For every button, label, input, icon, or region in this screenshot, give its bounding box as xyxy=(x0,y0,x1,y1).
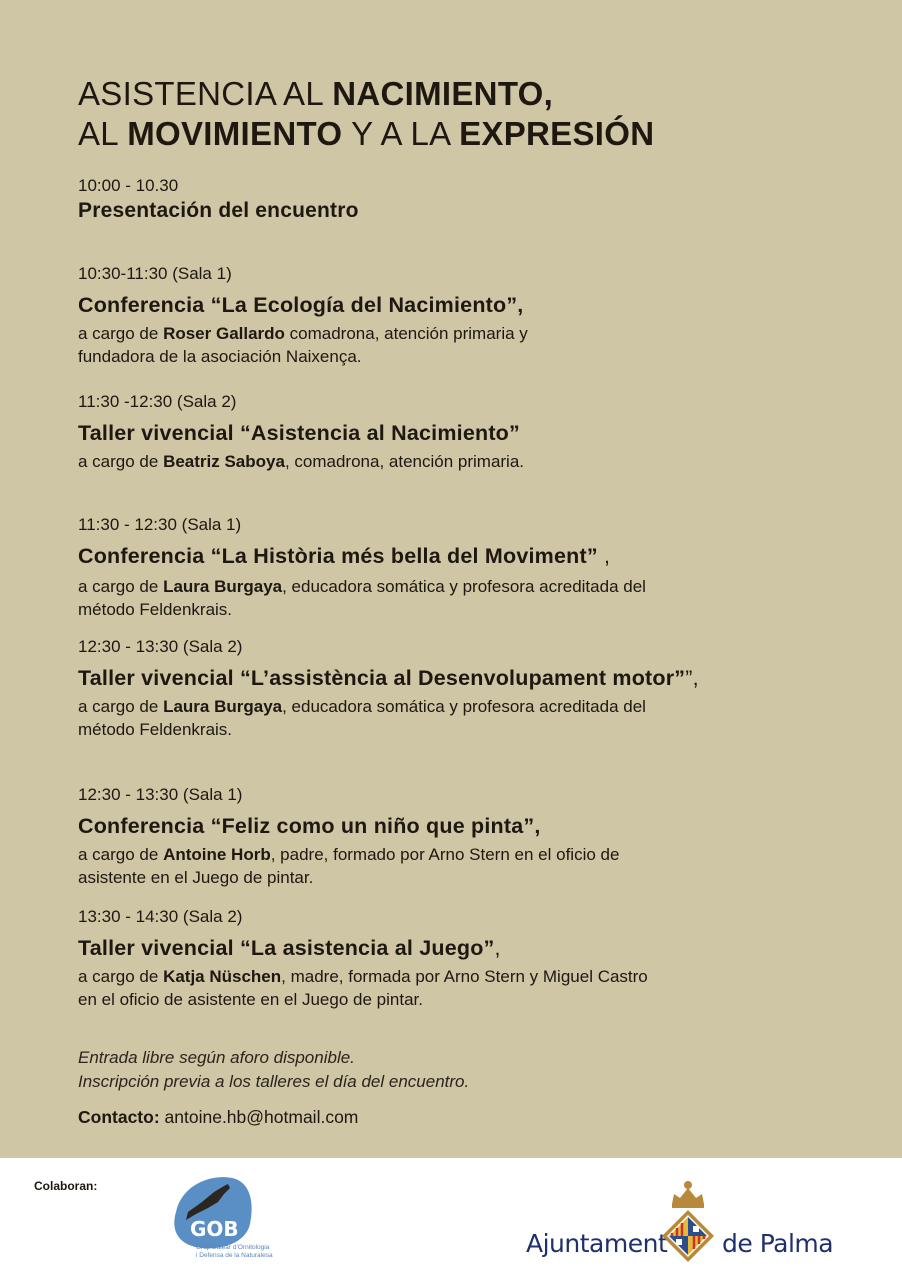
session-heading xyxy=(78,664,699,692)
note-registration: Inscripción previa a los talleres el día del encuentro. xyxy=(78,1072,470,1091)
session-heading-text: Taller vivencial “L’assistència al Desenvolupament motor” xyxy=(78,666,686,690)
gob-subtitle-line2: i Defensa de la Naturalesa xyxy=(196,1252,273,1259)
session-desc-line2: fundadora de la asociación Naixença. xyxy=(78,347,362,366)
desc-suffix: comadrona, atención primaria y xyxy=(284,324,528,343)
intro-block xyxy=(78,175,359,225)
session-heading xyxy=(78,934,648,962)
session-desc xyxy=(78,965,648,988)
session-heading-trail: , xyxy=(597,544,611,568)
session-item xyxy=(78,636,699,741)
gob-logo xyxy=(168,1172,278,1280)
session-heading xyxy=(78,419,524,447)
intro-time: 10:00 - 10.30 xyxy=(78,176,179,195)
contact-line xyxy=(78,1105,358,1129)
speaker-name: Beatriz Saboya xyxy=(163,452,285,471)
title-line2-regular-b: Y A LA xyxy=(342,115,460,152)
desc-suffix: , padre, formado por Arno Stern en el oficio de xyxy=(270,845,620,864)
session-item xyxy=(78,906,648,1011)
session-desc-line2: método Feldenkrais. xyxy=(78,720,233,739)
desc-prefix: a cargo de xyxy=(78,697,164,716)
contact-email-link[interactable]: antoine.hb@hotmail.com xyxy=(164,1107,359,1127)
session-item xyxy=(78,514,646,621)
session-heading-text: Taller vivencial “Asistencia al Nacimiento” xyxy=(78,421,520,445)
desc-suffix: , educadora somática y profesora acreditada del xyxy=(282,577,646,596)
desc-prefix: a cargo de xyxy=(78,967,164,986)
crown-icon xyxy=(672,1188,704,1204)
title-line2-regular-a: AL xyxy=(78,115,128,152)
title-line1-regular: ASISTENCIA AL xyxy=(78,75,333,112)
footer xyxy=(0,1158,902,1280)
collaborators-label: Colaboran: xyxy=(34,1179,98,1193)
session-heading-text: Taller vivencial “La asistencia al Juego” xyxy=(78,936,495,960)
desc-prefix: a cargo de xyxy=(78,324,164,343)
ajuntament-palma-logo xyxy=(526,1176,834,1266)
session-heading-text: Conferencia “Feliz como un niño que pinta”, xyxy=(78,814,541,838)
speaker-name: Laura Burgaya xyxy=(163,697,283,716)
title-line2-bold-a: MOVIMIENTO xyxy=(127,115,343,152)
desc-suffix: , educadora somática y profesora acreditada del xyxy=(282,697,646,716)
session-desc xyxy=(78,695,699,718)
session-desc-line2: método Feldenkrais. xyxy=(78,600,233,619)
gob-blob-icon xyxy=(168,1172,278,1280)
session-desc xyxy=(78,575,646,598)
desc-suffix: , madre, formada por Arno Stern y Miguel Castro xyxy=(281,967,648,986)
session-heading-text: Conferencia “La Ecología del Nacimiento”, xyxy=(78,293,524,317)
session-item xyxy=(78,391,524,473)
gob-subtitle-line1: Grup Balear d’Ornitologia xyxy=(196,1244,270,1251)
ajuntament-text-left: Ajuntament xyxy=(526,1229,668,1258)
session-time: 12:30 - 13:30 (Sala 2) xyxy=(78,637,243,656)
ajuntament-text-right: de Palma xyxy=(722,1229,834,1258)
speaker-name: Roser Gallardo xyxy=(163,324,285,343)
gob-logo-text: GOB xyxy=(190,1217,239,1241)
note-entry-free: Entrada libre según aforo disponible. xyxy=(78,1048,355,1067)
page-title xyxy=(78,74,654,154)
session-heading xyxy=(78,291,528,319)
session-desc xyxy=(78,322,528,345)
session-time: 11:30 -12:30 (Sala 2) xyxy=(78,392,237,411)
session-time: 13:30 - 14:30 (Sala 2) xyxy=(78,907,243,926)
session-heading-trail: ”, xyxy=(685,666,699,690)
notes-block xyxy=(78,1046,469,1094)
session-heading-trail: , xyxy=(494,936,501,960)
session-desc-line2: en el oficio de asistente en el Juego de pintar. xyxy=(78,990,423,1009)
gob-subtitle xyxy=(196,1244,273,1260)
desc-suffix: , comadrona, atención primaria. xyxy=(284,452,525,471)
session-time: 10:30-11:30 (Sala 1) xyxy=(78,264,232,283)
session-heading-text: Conferencia “La Història més bella del Moviment” xyxy=(78,544,598,568)
desc-prefix: a cargo de xyxy=(78,845,164,864)
desc-prefix: a cargo de xyxy=(78,452,164,471)
session-desc-line2: asistente en el Juego de pintar. xyxy=(78,868,314,887)
intro-heading: Presentación del encuentro xyxy=(78,199,359,222)
speaker-name: Katja Nüschen xyxy=(163,967,282,986)
speaker-name: Laura Burgaya xyxy=(163,577,283,596)
title-line2-bold-b: EXPRESIÓN xyxy=(459,115,655,152)
coat-of-arms-icon xyxy=(658,1178,718,1266)
session-time: 12:30 - 13:30 (Sala 1) xyxy=(78,785,243,804)
session-item xyxy=(78,263,528,368)
desc-prefix: a cargo de xyxy=(78,577,164,596)
session-desc xyxy=(78,450,524,473)
session-desc xyxy=(78,843,619,866)
title-line1-bold: NACIMIENTO, xyxy=(332,75,554,112)
session-heading xyxy=(78,542,646,570)
session-item xyxy=(78,784,619,889)
session-heading xyxy=(78,812,619,840)
contact-label: Contacto: xyxy=(78,1107,160,1127)
speaker-name: Antoine Horb xyxy=(163,845,271,864)
session-time: 11:30 - 12:30 (Sala 1) xyxy=(78,515,242,534)
